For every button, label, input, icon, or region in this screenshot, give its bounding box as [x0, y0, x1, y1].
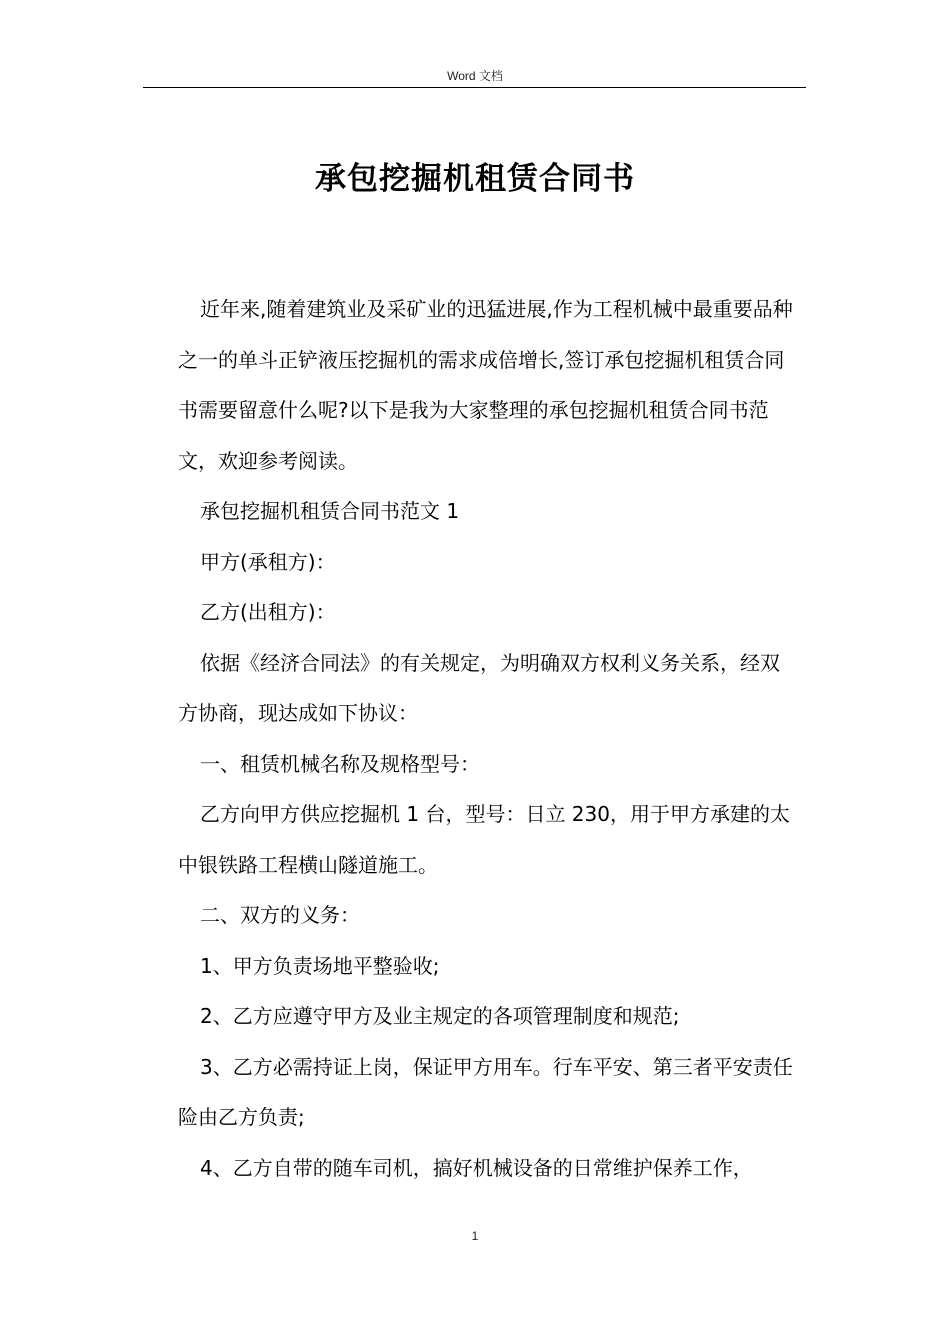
paragraph-party-a: 甲方(承租方)： [200, 549, 336, 574]
page-header: Word 文档 [447, 69, 503, 83]
page-number: 1 [471, 1229, 479, 1243]
obligation-item-3: 3、乙方必需持证上岗，保证甲方用车。行车平安、第三者平安责任险由乙方负责; [178, 1054, 793, 1129]
header-divider [143, 87, 806, 88]
obligation-item-1: 1、甲方负责场地平整验收; [200, 953, 440, 978]
paragraph-sample-heading: 承包挖掘机租赁合同书范文 1 [200, 499, 460, 523]
obligation-item-2: 2、乙方应遵守甲方及业主规定的各项管理制度和规范; [200, 1004, 680, 1028]
paragraph-basis: 依据《经济合同法》的有关规定，为明确双方权利义务关系，经双方协商，现达成如下协议： [178, 650, 780, 725]
paragraph-party-b: 乙方(出租方)： [200, 600, 336, 624]
section-heading-2: 二、双方的义务： [200, 903, 360, 927]
obligation-item-4: 4、乙方自带的随车司机，搞好机械设备的日常维护保养工作， [200, 1155, 753, 1180]
section-heading-1: 一、租赁机械名称及规格型号： [200, 751, 480, 776]
paragraph-intro: 近年来,随着建筑业及采矿业的迅猛进展,作为工程机械中最重要品种之一的单斗正铲液压挖掘机的需求成倍增长,签订承包挖掘机租赁合同书需要留意什么呢?以下是我为大家整理的承包挖掘机租赁合同书范文，欢迎参考阅读。 [178, 297, 793, 473]
document-title: 承包挖掘机租赁合同书 [315, 161, 635, 197]
document-body [178, 284, 798, 1193]
paragraph-equipment: 乙方向甲方供应挖掘机 1 台，型号：日立 230，用于甲方承建的太中银铁路工程横山隧道施工。 [178, 802, 790, 877]
